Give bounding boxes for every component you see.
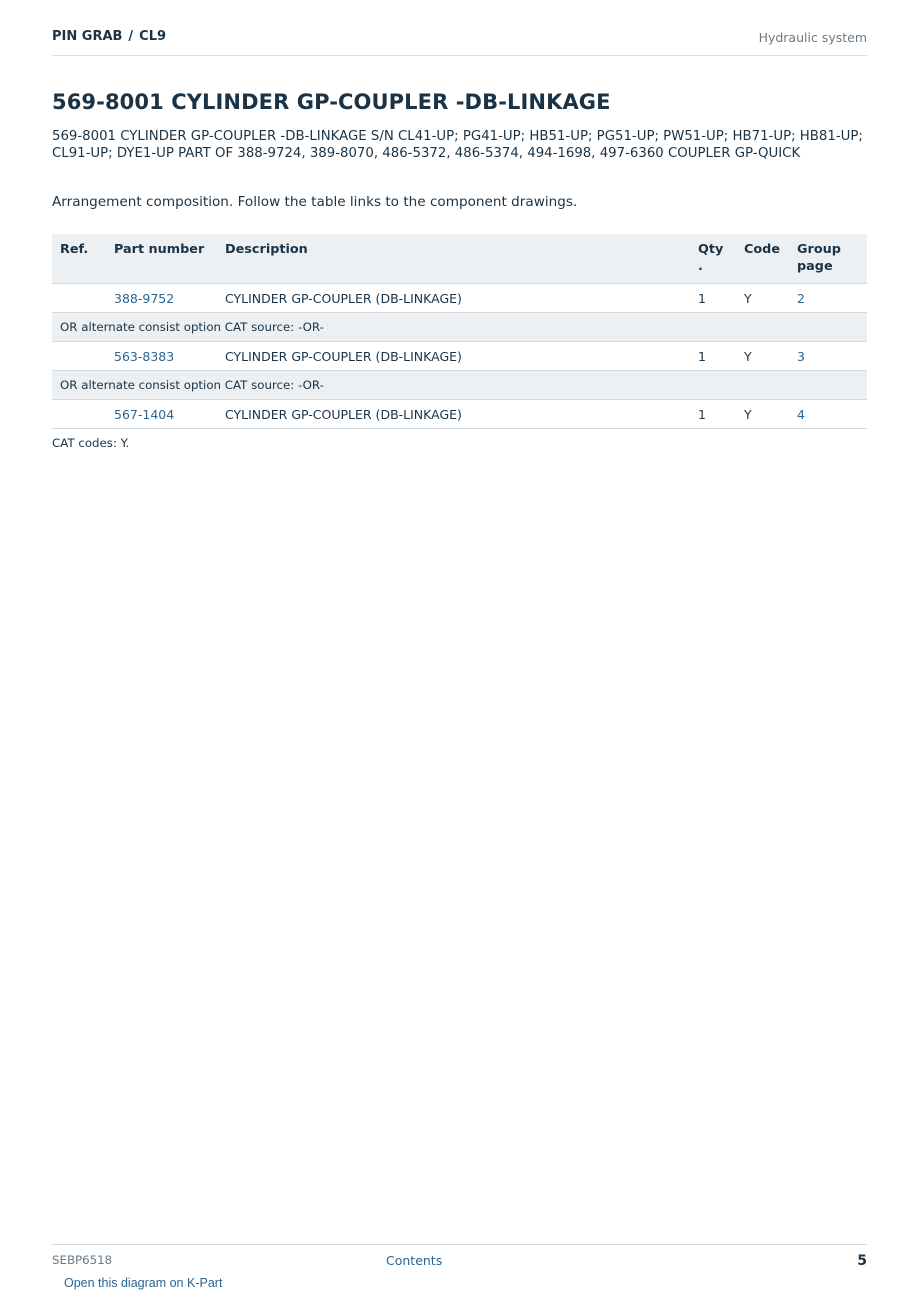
cell-ref (52, 284, 114, 313)
column-header-part-number: Part number (114, 234, 225, 284)
alternate-option-row (52, 313, 867, 342)
page-title: 569-8001 CYLINDER GP-COUPLER -DB-LINKAGE (52, 90, 611, 114)
table-header-row (52, 234, 867, 284)
column-header-group-page (797, 234, 867, 284)
cell-description: CYLINDER GP-COUPLER (DB-LINKAGE) (225, 342, 698, 371)
cell-group-page (797, 284, 867, 313)
column-header-group-line2: page (797, 259, 833, 274)
column-header-qty (698, 234, 744, 284)
cat-codes-note: CAT codes: Y. (52, 436, 130, 450)
alternate-option-text: OR alternate consist option CAT source: -OR- (52, 371, 867, 400)
breadcrumb-separator: / (128, 29, 134, 44)
cell-description: CYLINDER GP-COUPLER (DB-LINKAGE) (225, 400, 698, 429)
breadcrumb-item-model[interactable]: PIN GRAB (52, 29, 123, 44)
breadcrumb-item-serial-prefix[interactable]: CL9 (139, 29, 167, 44)
column-header-qty-line1: Qty (698, 242, 724, 257)
page-header (52, 28, 867, 56)
page-footer (52, 1244, 867, 1271)
part-description: 569-8001 CYLINDER GP-COUPLER -DB-LINKAGE S/N CL41-UP; PG41-UP; HB51-UP; PG51-UP; PW51-UP; HB71-UP; HB81-UP; CL91-UP; DYE1-UP PART OF 388-9724, 389-8070, 486-5372, 486-5374, 494-1698, 497-6360 COUPLER GP-QUICK (52, 129, 863, 161)
cell-group-page (797, 400, 867, 429)
cell-group-page (797, 342, 867, 371)
column-header-ref: Ref. (52, 234, 114, 284)
cell-part-number (114, 284, 225, 313)
part-number-link[interactable]: 563-8383 (114, 348, 175, 364)
cell-code: Y (744, 284, 797, 313)
column-header-code: Code (744, 234, 797, 284)
cell-qty: 1 (698, 284, 744, 313)
cell-ref (52, 400, 114, 429)
group-page-link[interactable]: 4 (797, 406, 805, 422)
cell-code: Y (744, 400, 797, 429)
table-row (52, 342, 867, 371)
table-row (52, 400, 867, 429)
column-header-qty-line2: . (698, 259, 703, 274)
alternate-option-text: OR alternate consist option CAT source: -OR- (52, 313, 867, 342)
contents-link[interactable]: Contents (386, 1253, 443, 1268)
group-page-link[interactable]: 3 (797, 348, 805, 364)
column-header-group-line1: Group (797, 242, 841, 257)
open-kpart-link[interactable]: Open this diagram on K-Part (64, 1276, 223, 1290)
group-page-link[interactable]: 2 (797, 290, 805, 306)
breadcrumb (52, 29, 166, 44)
cell-description: CYLINDER GP-COUPLER (DB-LINKAGE) (225, 284, 698, 313)
alternate-option-row (52, 371, 867, 400)
column-header-description: Description (225, 234, 698, 284)
table-row (52, 284, 867, 313)
cell-ref (52, 342, 114, 371)
cell-qty: 1 (698, 400, 744, 429)
cell-code: Y (744, 342, 797, 371)
cell-part-number (114, 342, 225, 371)
cell-qty: 1 (698, 342, 744, 371)
page-number: 5 (857, 1253, 867, 1269)
parts-table (52, 234, 867, 429)
cell-part-number (114, 400, 225, 429)
part-number-link[interactable]: 388-9752 (114, 290, 175, 306)
part-number-link[interactable]: 567-1404 (114, 406, 175, 422)
intro-text: Arrangement composition. Follow the table links to the component drawings. (52, 194, 578, 210)
document-id: SEBP6518 (52, 1253, 113, 1267)
section-name: Hydraulic system (758, 30, 867, 45)
